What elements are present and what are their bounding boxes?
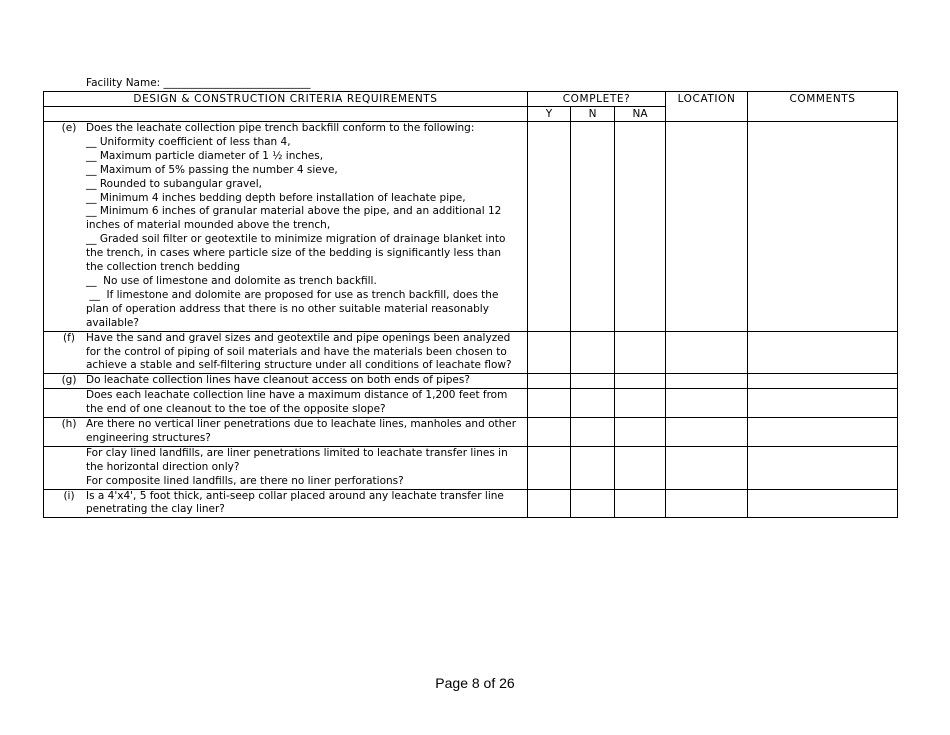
header-requirements: DESIGN & CONSTRUCTION CRITERIA REQUIREMENTS [44, 92, 528, 107]
item-label: (e) [61, 122, 77, 134]
requirement-text-line: __ Minimum 6 inches of granular material above the pipe, and an additional 12 [86, 205, 502, 218]
location-cell[interactable] [666, 331, 748, 374]
header-comments: COMMENTS [748, 92, 898, 122]
header-y: Y [528, 107, 571, 122]
requirement-text-line: for the control of piping of soil materials and have the materials been chosen to [86, 345, 507, 358]
location-cell[interactable] [666, 418, 748, 447]
requirement-text-line: __ Maximum particle diameter of 1 ½ inches, [86, 149, 324, 162]
requirement-text-line: __ Graded soil filter or geotextile to minimize migration of drainage blanket into [86, 233, 506, 246]
requirement-text-line: the end of one cleanout to the toe of the opposite slope? [86, 403, 386, 416]
complete-na-cell[interactable] [615, 489, 666, 518]
requirement-text-line: __ If limestone and dolomite are proposed for use as trench backfill, does the [86, 288, 499, 301]
requirement-cell [44, 389, 528, 418]
complete-y-cell[interactable] [528, 389, 571, 418]
requirement-text-line: Have the sand and gravel sizes and geotextile and pipe openings been analyzed [86, 331, 511, 344]
complete-na-cell[interactable] [615, 331, 666, 374]
location-cell[interactable] [666, 122, 748, 332]
table-row [44, 446, 898, 489]
requirement-text-line: engineering structures? [86, 431, 211, 444]
requirement-text-line: Does each leachate collection line have a maximum distance of 1,200 feet from [86, 389, 508, 402]
requirement-text-line: Are there no vertical liner penetrations due to leachate lines, manholes and other [86, 418, 517, 431]
comments-cell[interactable] [748, 446, 898, 489]
header-n: N [571, 107, 615, 122]
item-label: (f) [63, 331, 75, 344]
table-row [44, 418, 898, 447]
comments-cell[interactable] [748, 331, 898, 374]
comments-cell[interactable] [748, 489, 898, 518]
complete-na-cell[interactable] [615, 418, 666, 447]
table-row [44, 389, 898, 418]
comments-cell[interactable] [748, 418, 898, 447]
requirement-text-line: Is a 4'x4', 5 foot thick, anti-seep collar placed around any leachate transfer line [86, 489, 504, 502]
page-number: Page 8 of 26 [435, 675, 515, 691]
table-row [44, 331, 898, 374]
requirement-cell [44, 122, 528, 332]
header-complete: COMPLETE? [528, 92, 666, 107]
requirement-text-line: Do leachate collection lines have cleanout access on both ends of pipes? [86, 374, 470, 387]
complete-n-cell[interactable] [571, 122, 615, 332]
header-location: LOCATION [666, 92, 748, 122]
requirement-cell [44, 446, 528, 489]
complete-y-cell[interactable] [528, 374, 571, 389]
requirement-text-line: plan of operation address that there is no other suitable material reasonably [86, 302, 489, 315]
header-na: NA [615, 107, 666, 122]
location-cell[interactable] [666, 489, 748, 518]
requirement-text-line: For composite lined landfills, are there no liner perforations? [86, 474, 404, 487]
complete-n-cell[interactable] [571, 418, 615, 447]
complete-n-cell[interactable] [571, 489, 615, 518]
complete-y-cell[interactable] [528, 489, 571, 518]
requirement-text-line: Does the leachate collection pipe trench backfill conform to the following: [86, 122, 475, 134]
table-row [44, 374, 898, 389]
table-row [44, 489, 898, 518]
table-header-row [44, 92, 898, 107]
requirement-text-line: inches of material mounded above the trench, [86, 219, 331, 232]
location-cell[interactable] [666, 389, 748, 418]
complete-y-cell[interactable] [528, 446, 571, 489]
comments-cell[interactable] [748, 374, 898, 389]
requirement-text-line: penetrating the clay liner? [86, 503, 225, 516]
requirement-text-line: __ Rounded to subangular gravel, [86, 177, 262, 190]
requirement-text-line: __ Minimum 4 inches bedding depth before installation of leachate pipe, [86, 191, 466, 204]
complete-y-cell[interactable] [528, 122, 571, 332]
requirement-text-line: available? [86, 316, 139, 329]
header-requirements-blank [44, 107, 528, 122]
complete-y-cell[interactable] [528, 418, 571, 447]
complete-na-cell[interactable] [615, 389, 666, 418]
requirement-cell [44, 489, 528, 518]
criteria-table [43, 91, 898, 518]
requirement-text-line: the trench, in cases where particle size of the bedding is significantly less than [86, 247, 502, 260]
comments-cell[interactable] [748, 122, 898, 332]
comments-cell[interactable] [748, 389, 898, 418]
requirement-cell [44, 374, 528, 389]
location-cell[interactable] [666, 374, 748, 389]
requirement-text-line: __ No use of limestone and dolomite as trench backfill. [86, 274, 377, 287]
table-row [44, 122, 898, 332]
complete-n-cell[interactable] [571, 389, 615, 418]
requirement-text-line: achieve a stable and self-filtering structure under all conditions of leachate flow? [86, 359, 512, 372]
complete-n-cell[interactable] [571, 446, 615, 489]
facility-name-field: Facility Name: ____________________________ [86, 77, 311, 89]
item-label: (i) [63, 489, 75, 502]
complete-n-cell[interactable] [571, 374, 615, 389]
requirement-text-line: the collection trench bedding [86, 261, 241, 274]
requirement-text-line: __ Maximum of 5% passing the number 4 sieve, [86, 163, 338, 176]
item-label: (h) [61, 418, 77, 431]
item-label: (g) [61, 374, 77, 387]
complete-na-cell[interactable] [615, 446, 666, 489]
complete-y-cell[interactable] [528, 331, 571, 374]
requirement-cell [44, 331, 528, 374]
requirement-text-line: For clay lined landfills, are liner penetrations limited to leachate transfer lines in [86, 446, 508, 459]
table-body [44, 122, 898, 518]
complete-na-cell[interactable] [615, 122, 666, 332]
complete-na-cell[interactable] [615, 374, 666, 389]
requirement-text-line: the horizontal direction only? [86, 460, 240, 473]
complete-n-cell[interactable] [571, 331, 615, 374]
requirement-text-line: __ Uniformity coefficient of less than 4, [86, 135, 291, 148]
location-cell[interactable] [666, 446, 748, 489]
requirement-cell [44, 418, 528, 447]
